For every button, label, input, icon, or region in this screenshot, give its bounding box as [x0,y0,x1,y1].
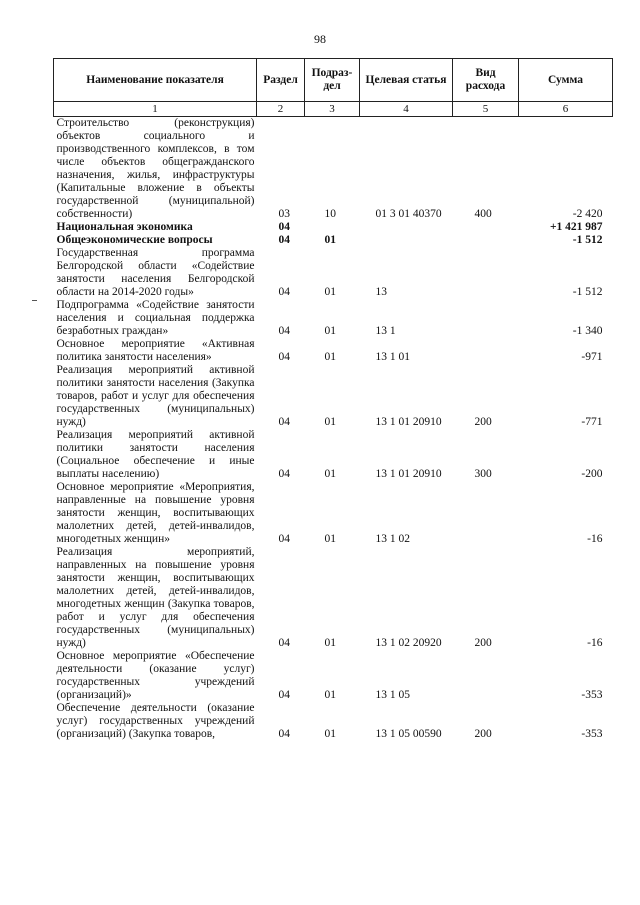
row-target-article: 13 1 02 20920 [375,637,442,649]
table-body [54,117,613,742]
row-sum: -200 [581,468,603,480]
table-row [54,247,613,299]
row-expense-type [453,221,519,234]
row-sum: -2 420 [572,208,603,220]
table-row [54,117,613,222]
table-row [54,650,613,702]
row-expense-type [453,481,519,546]
row-razdel: 04 [278,533,290,545]
row-sum: +1 421 987 [549,221,603,233]
row-expense-type [453,234,519,247]
row-razdel: 03 [278,208,290,220]
row-name: Реализация мероприятий активной политики занятости населения (Закупка товаров, работ и услуг для обеспечения государственных (муниципальных) нужд) [56,364,255,428]
row-expense-type: 200 [474,637,492,649]
row-podrazdel: 01 [324,325,336,337]
row-sum: -16 [587,533,603,545]
row-expense-type [453,247,519,299]
row-podrazdel: 01 [324,468,336,480]
row-target-article: 13 1 05 [375,689,410,701]
row-name: Реализация мероприятий активной политики занятости населения (Социальное обеспечение и иные выплаты населению) [56,429,255,480]
row-target-article: 13 1 01 20910 [375,416,442,428]
row-razdel: 04 [278,728,290,740]
row-podrazdel: 01 [324,637,336,649]
row-target-article [360,234,453,247]
row-razdel: 04 [278,351,290,363]
header-razdel: Раздел [257,59,305,102]
row-razdel: 04 [278,637,290,649]
row-sum: -353 [581,689,603,701]
row-target-article: 13 1 02 [375,533,410,545]
row-target-article: 13 1 01 20910 [375,468,442,480]
row-name: Подпрограмма «Содействие занятости населения и социальная поддержка безработных граждан» [56,299,255,337]
row-expense-type: 400 [474,208,492,220]
row-expense-type: 200 [474,728,492,740]
row-sum: -353 [581,728,603,740]
row-sum: -971 [581,351,603,363]
row-sum: -771 [581,416,603,428]
row-podrazdel: 01 [324,533,336,545]
row-sum: -1 340 [572,325,603,337]
row-razdel: 04 [278,286,290,298]
row-name: Национальная экономика [56,221,193,233]
row-target-article: 13 1 05 00590 [375,728,442,740]
row-razdel: 04 [278,689,290,701]
budget-table [53,58,613,741]
row-sum: -1 512 [572,234,603,246]
column-number: 1 [54,102,257,117]
row-podrazdel: 01 [324,728,336,740]
column-number: 5 [453,102,519,117]
table-row [54,702,613,741]
row-razdel: 04 [278,468,290,480]
header-expense-type: Вид расхода [453,59,519,102]
row-podrazdel: 01 [324,689,336,701]
row-podrazdel: 10 [324,208,336,220]
row-podrazdel: 01 [324,416,336,428]
page-number: 98 [314,32,326,46]
row-expense-type: 300 [474,468,492,480]
row-name: Обеспечение деятельности (оказание услуг) государственных учреждений (организаций) (Закупка товаров, [56,702,255,740]
row-podrazdel: 01 [324,351,336,363]
header-name: Наименование показателя [54,59,257,102]
header-podrazdel: Подраз-дел [305,59,360,102]
row-podrazdel: 01 [324,234,336,246]
row-target-article: 01 3 01 40370 [375,208,442,220]
table-row [54,221,613,234]
row-target-article [360,221,453,234]
row-expense-type [453,650,519,702]
row-name: Строительство (реконструкция) объектов социального и производственного комплексов, в том числе объектов общегражданского назначения, жилья, инфраструктуры (Капитальные вложение в объекты государственной (муниципальной) собственности) [56,117,255,220]
row-target-article: 13 [375,286,387,298]
table-row [54,234,613,247]
row-name: Государственная программа Белгородской области «Содействие занятости населения Белгородской области на 2014-2020 годы» [56,247,255,298]
row-razdel: 04 [278,221,290,233]
table-row [54,299,613,338]
table-row [54,481,613,546]
row-razdel: 04 [278,234,290,246]
row-sum: -1 512 [572,286,603,298]
table-row [54,338,613,364]
row-name: Основное мероприятие «Активная политика занятости населения» [56,338,255,363]
row-expense-type [453,299,519,338]
margin-mark [32,300,37,301]
row-expense-type [453,338,519,364]
row-razdel: 04 [278,325,290,337]
row-podrazdel [305,221,360,234]
column-number: 2 [257,102,305,117]
column-number: 4 [360,102,453,117]
header-sum: Сумма [519,59,613,102]
row-podrazdel: 01 [324,286,336,298]
table-header [54,59,613,117]
row-target-article: 13 1 [375,325,396,337]
row-target-article: 13 1 01 [375,351,410,363]
row-expense-type: 200 [474,416,492,428]
table-row [54,429,613,481]
row-name: Основное мероприятие «Обеспечение деятельности (оказание услуг) государственных учреждений (организаций)» [56,650,255,701]
table-row [54,546,613,650]
column-number: 3 [305,102,360,117]
row-name: Реализация мероприятий, направленных на повышение уровня занятости женщин, воспитывающих малолетних детей, детей-инвалидов, многодетных женщин (Закупка товаров, работ и услуг для обеспечения государственных (муниципальных) нужд) [56,546,255,649]
row-razdel: 04 [278,416,290,428]
column-number: 6 [519,102,613,117]
table-row [54,364,613,429]
row-sum: -16 [587,637,603,649]
row-name: Основное мероприятие «Мероприятия, направленные на повышение уровня занятости женщин, воспитывающих малолетних детей, детей-инвалидов, многодетных женщин» [56,481,255,545]
header-target-article: Целевая статья [360,59,453,102]
row-name: Общеэкономические вопросы [56,234,213,246]
